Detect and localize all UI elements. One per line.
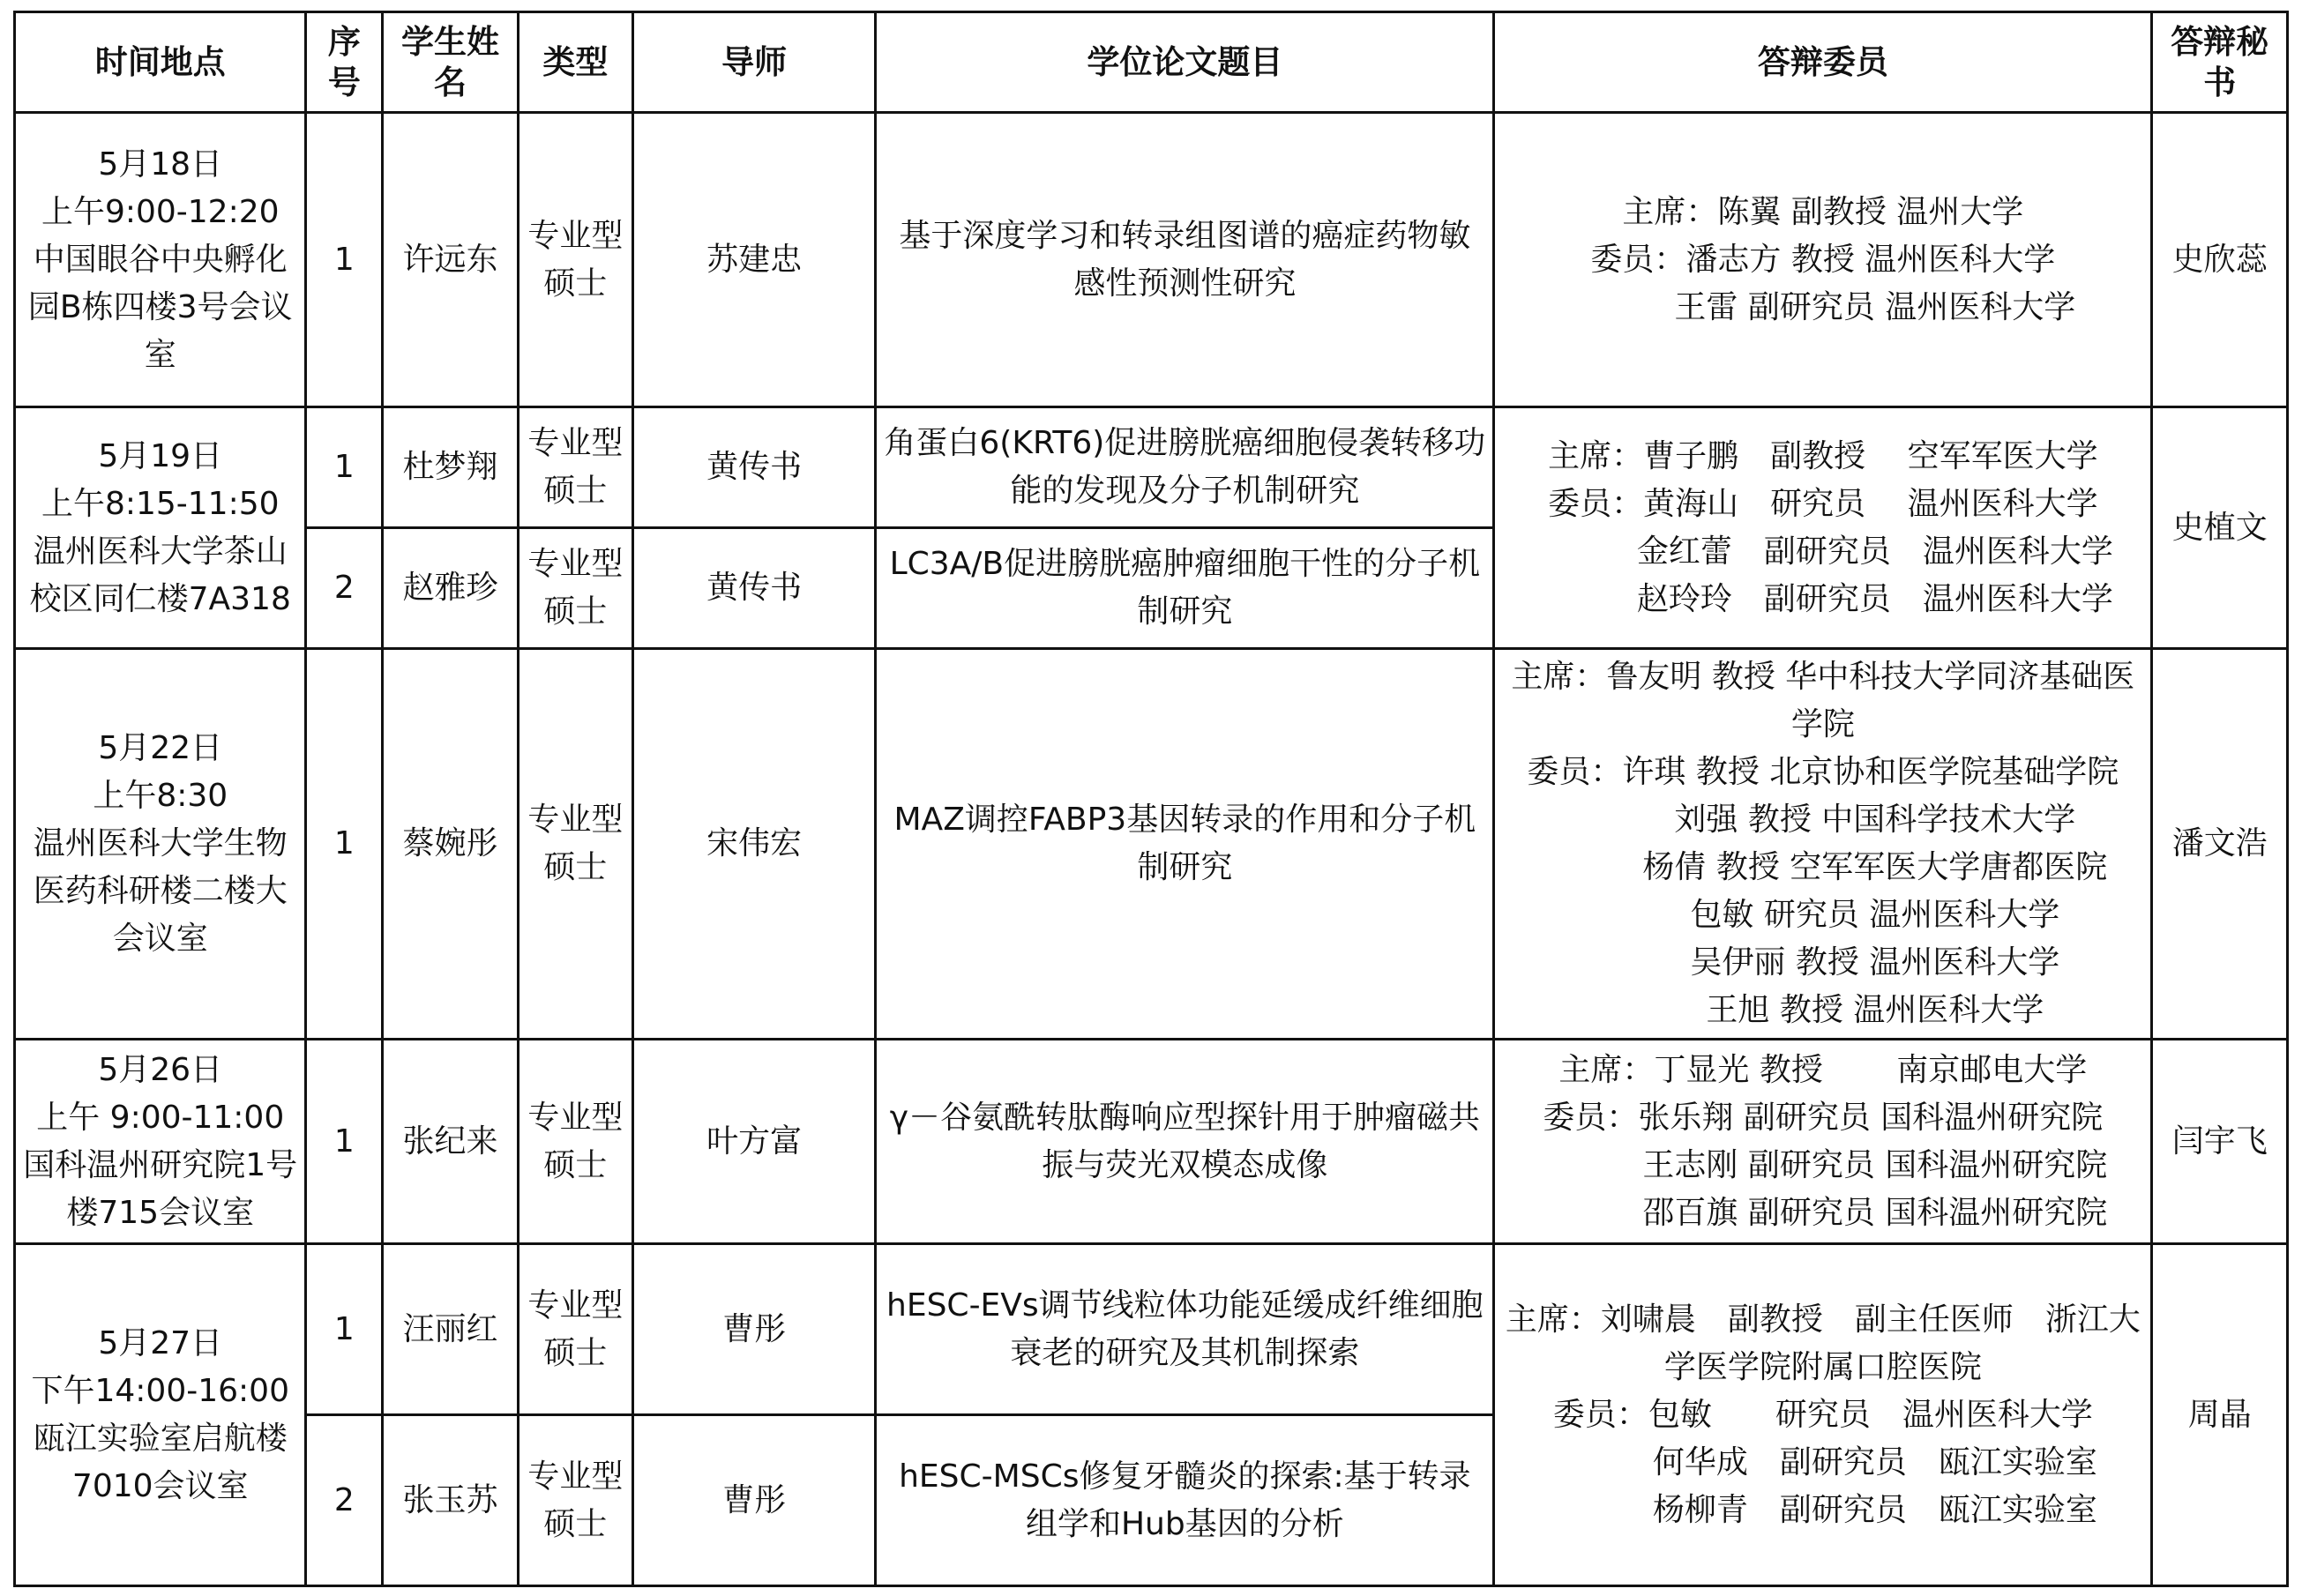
committee-member: 刘强 教授 中国科学技术大学	[1674, 802, 2076, 838]
advisor-cell: 曹彤	[632, 1415, 875, 1586]
committee-member: 王雷 副研究员 温州医科大学	[1674, 288, 2076, 325]
committee-role: 委员：	[1552, 1396, 1648, 1433]
committee-member: 金红蕾 副研究员 温州医科大学	[1636, 533, 2113, 570]
session-date: 5月22日	[98, 730, 223, 766]
secretary-cell: 史欣蕊	[2152, 113, 2288, 407]
committee-cell	[1494, 1040, 2152, 1244]
committee-member: 刘啸晨 副教授 副主任医师 浙江大学医学院附属口腔医院	[1600, 1301, 2141, 1385]
secretary-cell: 史植文	[2152, 407, 2288, 649]
table-row	[15, 407, 2288, 528]
table-row	[15, 113, 2288, 407]
advisor-cell: 黄传书	[632, 407, 875, 528]
seq-cell: 1	[306, 1244, 383, 1415]
committee-line	[1502, 939, 2143, 987]
thesis-title-cell: γ－谷氨酰转肽酶响应型探针用于肿瘤磁共振与荧光双模态成像	[876, 1040, 1494, 1244]
committee-member: 许琪 教授 北京协和医学院基础学院	[1622, 754, 2119, 790]
student-cell: 赵雅珍	[383, 528, 519, 649]
committee-line	[1502, 891, 2143, 939]
committee-line	[1502, 1142, 2143, 1190]
committee-member: 邵百旗 副研究员 国科温州研究院	[1642, 1194, 2108, 1231]
time-place-cell	[15, 113, 306, 407]
committee-role: 主席：	[1505, 1301, 1601, 1338]
advisor-cell: 曹彤	[632, 1244, 875, 1415]
committee-role: 委员：	[1543, 1099, 1639, 1136]
seq-cell: 2	[306, 528, 383, 649]
committee-member: 杨倩 教授 空军军医大学唐都医院	[1642, 849, 2108, 885]
seq-cell: 1	[306, 407, 383, 528]
session-date: 5月19日	[98, 437, 223, 474]
committee-member: 王旭 教授 温州医科大学	[1706, 992, 2044, 1028]
committee-line	[1502, 1487, 2143, 1534]
committee-role: 委员：	[1548, 485, 1644, 522]
committee-member: 陈翼 副教授 温州大学	[1717, 193, 2024, 230]
session-place: 瓯江实验室启航楼7010会议室	[33, 1420, 288, 1504]
student-cell: 许远东	[383, 113, 519, 407]
header-student: 学生姓名	[383, 12, 519, 113]
time-place-cell	[15, 407, 306, 649]
seq-cell: 1	[306, 113, 383, 407]
committee-line	[1502, 796, 2143, 844]
thesis-title-cell: MAZ调控FABP3基因转录的作用和分子机制研究	[876, 649, 1494, 1040]
table-row	[15, 1040, 2288, 1244]
session-time: 上午 9:00-11:00	[36, 1099, 285, 1136]
committee-line	[1502, 1047, 2143, 1094]
committee-line	[1502, 749, 2143, 796]
committee-line	[1502, 1296, 2143, 1391]
committee-role: 委员：	[1590, 241, 1686, 278]
committee-member: 何华成 副研究员 瓯江实验室	[1652, 1443, 2097, 1480]
committee-line	[1502, 528, 2143, 576]
advisor-cell: 苏建忠	[632, 113, 875, 407]
committee-member: 赵玲玲 副研究员 温州医科大学	[1636, 580, 2113, 617]
header-seq: 序号	[306, 12, 383, 113]
committee-line	[1502, 653, 2143, 749]
thesis-title-cell: 角蛋白6(KRT6)促进膀胱癌细胞侵袭转移功能的发现及分子机制研究	[876, 407, 1494, 528]
committee-cell	[1494, 113, 2152, 407]
header-type: 类型	[518, 12, 632, 113]
session-date: 5月18日	[98, 145, 223, 183]
committee-role: 主席：	[1548, 437, 1644, 474]
committee-line	[1502, 1439, 2143, 1487]
advisor-cell: 宋伟宏	[632, 649, 875, 1040]
session-place: 温州医科大学生物医药科研楼二楼大会议室	[33, 825, 288, 957]
secretary-cell: 周晶	[2152, 1244, 2288, 1586]
committee-member: 黄海山 研究员 温州医科大学	[1643, 485, 2098, 522]
thesis-title-cell: 基于深度学习和转录组图谱的癌症药物敏感性预测性研究	[876, 113, 1494, 407]
committee-cell	[1494, 407, 2152, 649]
header-committee: 答辩委员	[1494, 12, 2152, 113]
session-date: 5月26日	[98, 1051, 223, 1088]
defense-schedule-table	[13, 11, 2289, 1587]
student-cell: 张玉苏	[383, 1415, 519, 1586]
committee-member: 吴伊丽 教授 温州医科大学	[1690, 944, 2060, 981]
committee-member: 曹子鹏 副教授 空军军医大学	[1643, 437, 2098, 474]
session-time: 下午14:00-16:00	[31, 1372, 289, 1409]
committee-member: 包敏 研究员 温州医科大学	[1648, 1396, 2093, 1433]
session-place: 国科温州研究院1号楼715会议室	[23, 1146, 298, 1231]
student-cell: 杜梦翔	[383, 407, 519, 528]
type-cell: 专业型硕士	[518, 649, 632, 1040]
time-place-cell	[15, 1040, 306, 1244]
committee-member: 丁显光 教授 南京邮电大学	[1654, 1051, 2088, 1088]
header-secretary: 答辩秘书	[2152, 12, 2288, 113]
type-cell: 专业型硕士	[518, 407, 632, 528]
student-cell: 蔡婉彤	[383, 649, 519, 1040]
secretary-cell: 闫宇飞	[2152, 1040, 2288, 1244]
header-row	[15, 12, 2288, 113]
session-time: 上午8:30	[93, 778, 228, 814]
committee-line	[1502, 1190, 2143, 1237]
seq-cell: 1	[306, 1040, 383, 1244]
student-cell: 张纪来	[383, 1040, 519, 1244]
committee-member: 鲁友明 教授 华中科技大学同济基础医学院	[1606, 659, 2135, 742]
advisor-cell: 黄传书	[632, 528, 875, 649]
committee-line	[1502, 1391, 2143, 1439]
committee-line	[1502, 284, 2143, 332]
session-time: 上午9:00-12:20	[41, 193, 280, 230]
seq-cell: 2	[306, 1415, 383, 1586]
committee-member: 包敏 研究员 温州医科大学	[1690, 897, 2060, 933]
committee-line	[1502, 481, 2143, 528]
advisor-cell: 叶方富	[632, 1040, 875, 1244]
committee-member: 王志刚 副研究员 国科温州研究院	[1642, 1146, 2108, 1183]
session-time: 上午8:15-11:50	[41, 485, 280, 522]
thesis-title-cell: hESC-MSCs修复牙髓炎的探索:基于转录组学和Hub基因的分析	[876, 1415, 1494, 1586]
secretary-cell: 潘文浩	[2152, 649, 2288, 1040]
thesis-title-cell: LC3A/B促进膀胱癌肿瘤细胞干性的分子机制研究	[876, 528, 1494, 649]
student-cell: 汪丽红	[383, 1244, 519, 1415]
committee-line	[1502, 1094, 2143, 1142]
thesis-title-cell: hESC-EVs调节线粒体功能延缓成纤维细胞衰老的研究及其机制探索	[876, 1244, 1494, 1415]
committee-line	[1502, 236, 2143, 284]
type-cell: 专业型硕士	[518, 1415, 632, 1586]
header-thesis: 学位论文题目	[876, 12, 1494, 113]
table-row	[15, 1244, 2288, 1415]
seq-cell: 1	[306, 649, 383, 1040]
committee-line	[1502, 576, 2143, 623]
session-date: 5月27日	[98, 1324, 223, 1361]
session-place: 中国眼谷中央孵化园B栋四楼3号会议室	[27, 241, 293, 373]
committee-role: 主席：	[1622, 193, 1718, 230]
committee-line	[1502, 189, 2143, 236]
committee-role: 主席：	[1511, 659, 1607, 695]
time-place-cell	[15, 1244, 306, 1586]
committee-member: 张乐翔 副研究员 国科温州研究院	[1638, 1099, 2104, 1136]
type-cell: 专业型硕士	[518, 1244, 632, 1415]
committee-member: 杨柳青 副研究员 瓯江实验室	[1652, 1491, 2097, 1528]
committee-member: 潘志方 教授 温州医科大学	[1685, 241, 2056, 278]
committee-cell	[1494, 1244, 2152, 1586]
session-place: 温州医科大学茶山校区同仁楼7A318	[29, 533, 291, 617]
time-place-cell	[15, 649, 306, 1040]
type-cell: 专业型硕士	[518, 113, 632, 407]
committee-line	[1502, 987, 2143, 1034]
committee-role: 委员：	[1527, 754, 1623, 790]
type-cell: 专业型硕士	[518, 1040, 632, 1244]
table-row	[15, 649, 2288, 1040]
committee-cell	[1494, 649, 2152, 1040]
committee-role: 主席：	[1558, 1051, 1655, 1088]
committee-line	[1502, 844, 2143, 891]
header-advisor: 导师	[632, 12, 875, 113]
committee-line	[1502, 433, 2143, 481]
type-cell: 专业型硕士	[518, 528, 632, 649]
header-time-place: 时间地点	[15, 12, 306, 113]
